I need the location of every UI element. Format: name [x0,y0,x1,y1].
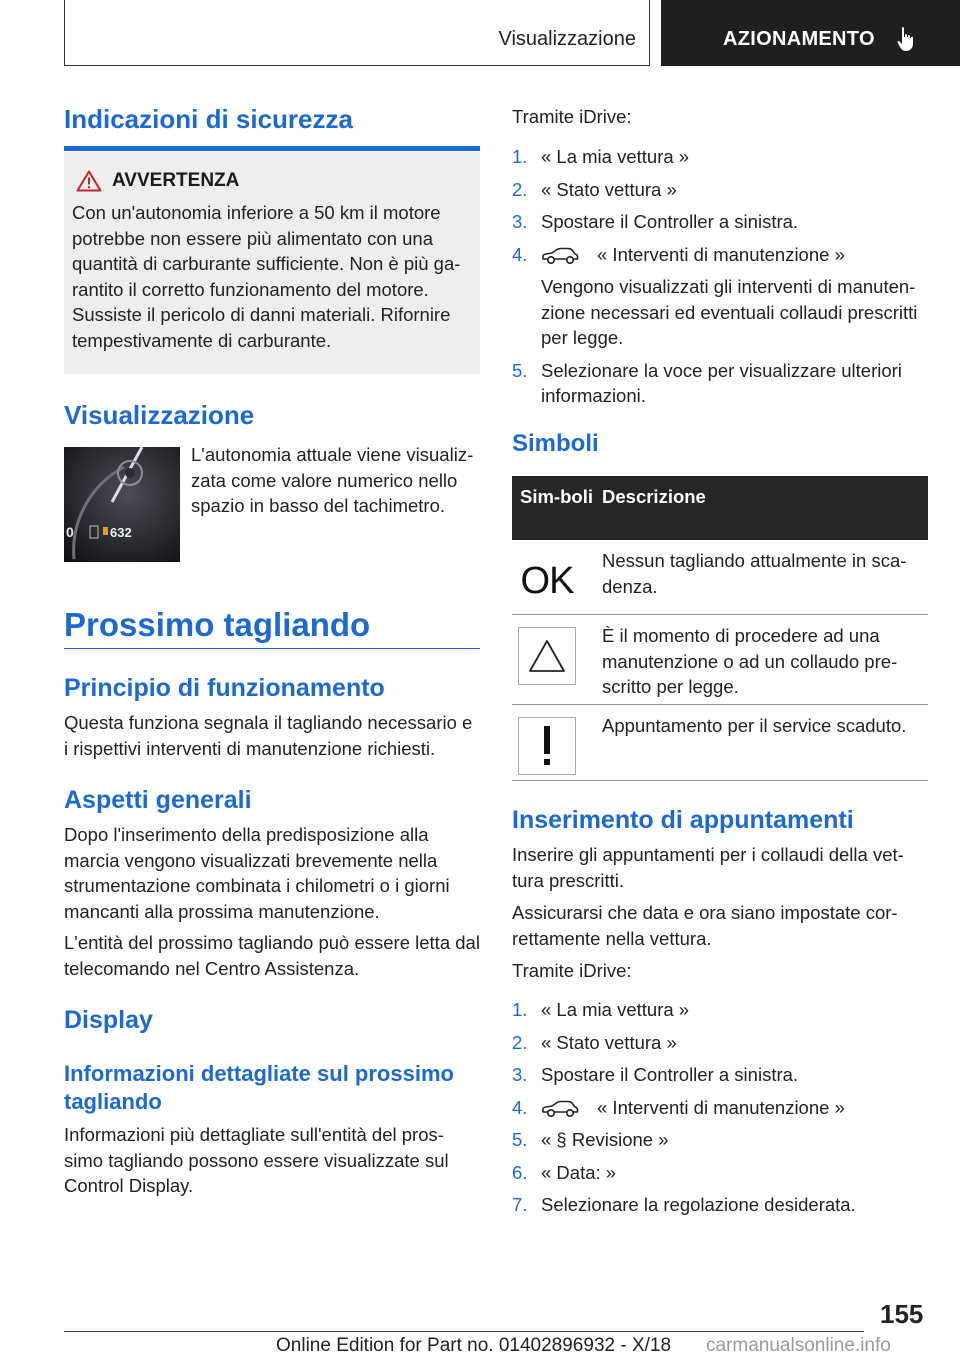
chapter-tab [661,0,960,66]
table-row [512,615,928,705]
list-item: 2. « Stato vettura » [512,1031,677,1053]
list-item: 3. Spostare il Controller a sinistra. [512,1064,799,1085]
table-header-description: Descrizione [602,486,706,507]
table-cell-description: È il momento di procedere ad una manutenzione o ad un collaudo pre-scritto per legge. [602,625,898,697]
edition-text: Online Edition for Part no. 01402896932 - X/18 [276,1335,672,1356]
table-header [512,476,928,540]
list-item: 5. « § Revisione » [512,1129,669,1150]
warning-box [64,152,480,374]
appointments-text-1: Inserire gli appuntamenti per i collaudi della vet-tura prescritti. [512,844,904,891]
details-heading: Informazioni dettagliate sul prossimo tagliando [64,1061,454,1114]
list-item: 4. « Interventi di manutenzione » Vengono visualizzati gli interventi di manuten-zione necessari ed eventuali collaudi prescritti per legge. [512,242,928,351]
warning-body: Con un'autonomia inferiore a 50 km il motore potrebbe non essere più alimentato con una quantità di carburante sufficiente. Non è più ga-rantito il corretto funzionamento del motore. Sussiste il pericolo di danni materiali. Rifornire tempestivamente di carburante. [72,202,461,351]
steps-list-1 [512,144,928,416]
heading-rule [64,146,480,151]
idrive-intro-2: Tramite iDrive: [512,960,632,981]
appointments-heading: Inserimento di appuntamenti [512,806,854,834]
list-item: 3. Spostare il Controller a sinistra. [512,211,799,232]
ok-symbol-icon: OK [520,559,574,602]
general-text-1: Dopo l'inserimento della predisposizione alla marcia vengono visualizzati brevemente nella strumentazione combinata i chilometri o i giorni mancanti alla prossima manutenzione. [64,824,450,922]
step-sub-text: Vengono visualizzati gli interventi di manuten-zione necessari ed eventuali collaudi prescritti per legge. [541,276,918,348]
warning-title: AVVERTENZA [112,170,240,191]
table-cell-description: Appuntamento per il service scaduto. [602,715,907,736]
gauge-left-label: 0 [66,524,74,540]
safety-heading: Indicazioni di sicurezza [64,104,353,134]
service-car-icon [541,247,579,265]
tachometer-image [64,447,180,562]
table-row [512,705,928,781]
principle-heading: Principio di funzionamento [64,674,385,702]
details-text: Informazioni più dettagliate sull'entità del pros-simo tagliando possono essere visualizzate sul Control Display. [64,1124,449,1196]
principle-text: Questa funziona segnala il tagliando necessario e i rispettivi interventi di manutenzione richiesti. [64,712,473,759]
display2-heading: Display [64,1006,153,1034]
footer-rule [64,1331,864,1332]
chapter-title: Prossimo tagliando [64,606,371,643]
list-item: 4. « Interventi di manutenzione » [512,1096,845,1118]
symbols-table [512,476,928,781]
gauge-range-value: 632 [110,525,132,540]
list-item: 1. « La mia vettura » [512,999,690,1020]
list-item: 2. « Stato vettura » [512,178,677,200]
general-text-2: L'entità del prossimo tagliando può essere letta dal telecomando nel Centro Assistenza. [64,932,480,979]
list-item: 7. Selezionare la regolazione desiderata. [512,1194,856,1215]
warning-triangle-icon [76,170,102,192]
display-text: L'autonomia attuale viene visualiz-zata come valore numerico nello spazio in basso del tachimetro. [191,444,474,516]
idrive-intro: Tramite iDrive: [512,106,632,127]
table-header-symbols: Sim-boli [520,486,593,507]
section-tab: Visualizzazione [498,28,636,50]
watermark: carmanualsonline.info [706,1335,891,1356]
steps-list-2 [512,997,928,1225]
table-row [512,540,928,615]
list-item: 5. Selezionare la voce per visualizzare ulteriori informazioni. [512,359,902,406]
display-heading: Visualizzazione [64,400,255,430]
table-cell-description: Nessun tagliando attualmente in sca-denza. [602,550,907,597]
service-car-icon [541,1100,579,1118]
chapter-rule [64,648,480,649]
page-number: 155 [880,1299,924,1329]
page-header [0,0,960,66]
symbols-heading: Simboli [512,430,599,457]
appointments-text-2: Assicurarsi che data e ora siano impostate cor-rettamente nella vettura. [512,902,898,949]
chapter-tab-label: AZIONAMENTO [723,28,875,50]
list-item: 6. « Data: » [512,1161,617,1183]
warning-title-row [72,170,472,192]
pointing-hand-icon [895,26,919,52]
general-heading: Aspetti generali [64,786,252,814]
list-item: 1. « La mia vettura » [512,146,690,167]
exclamation-symbol-icon [518,717,576,775]
triangle-symbol-icon [518,627,576,685]
